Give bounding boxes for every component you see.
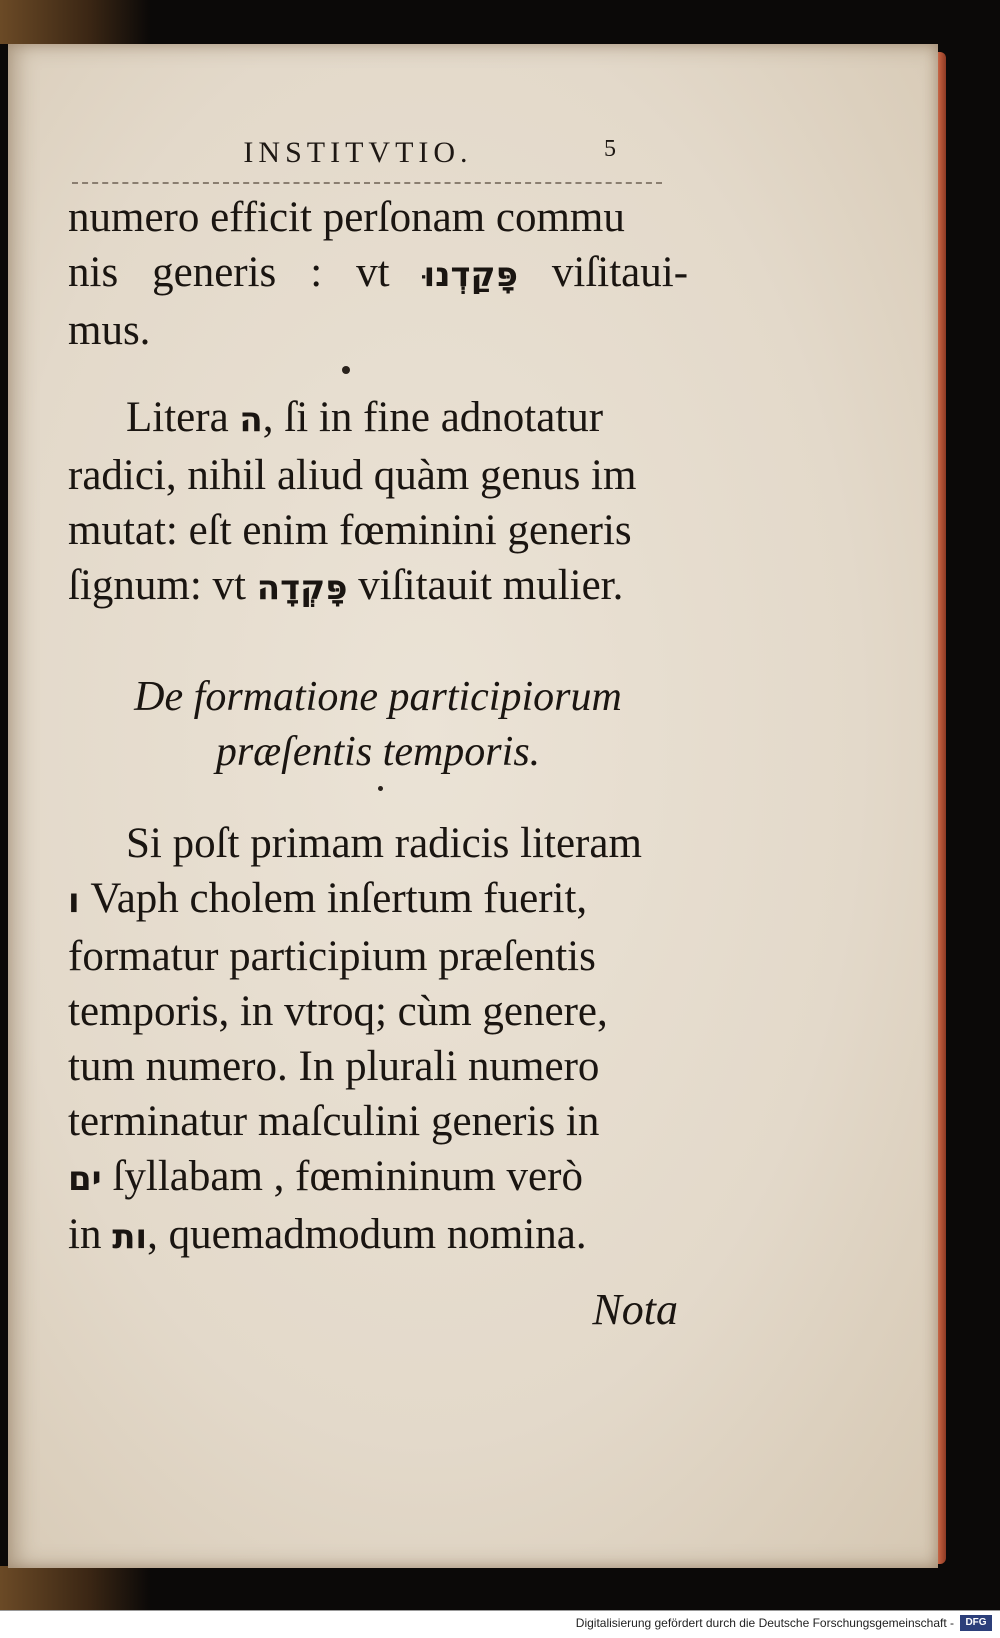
text-line: nis generis : vt פָּקַדְנוּ viſitaui- — [68, 249, 689, 296]
page-number: 5 — [604, 136, 616, 162]
header-rule — [72, 182, 662, 184]
text-line: ים ſyllabam , fœmininum verò — [68, 1153, 583, 1200]
ornament-dot — [342, 366, 350, 374]
text-line: radici, nihil aliud quàm genus im — [68, 452, 637, 499]
hebrew-letter: ו — [68, 881, 80, 921]
digitization-footer — [0, 1610, 1000, 1638]
text-line: Litera ה, ſi in fine adnotatur — [126, 394, 604, 441]
heading-line-1: De formatione participiorum — [134, 674, 622, 720]
running-head — [8, 136, 708, 170]
section-heading — [68, 670, 688, 780]
hebrew-letter: ה — [239, 400, 263, 440]
book-binding-bottom — [0, 1566, 150, 1610]
paragraph-2 — [68, 390, 688, 616]
text-line: mutat: eſt enim fœminini generis — [68, 507, 632, 554]
text-line: ו Vaph cholem inſertum fuerit, — [68, 875, 588, 922]
text-line: terminatur maſculini generis in — [68, 1098, 600, 1145]
book-page — [8, 44, 938, 1568]
text-line: ſignum: vt פָּקְדָה viſitauit mulier. — [68, 562, 624, 609]
book-binding-top — [0, 0, 150, 44]
text-line: formatur participium præſentis — [68, 933, 596, 980]
text-line: tum numero. In plurali numero — [68, 1043, 600, 1090]
ornament-dot — [378, 786, 383, 791]
text-line: temporis, in vtroq; cùm genere, — [68, 988, 608, 1035]
paragraph-1 — [68, 190, 688, 358]
text-line: mus. — [68, 307, 151, 354]
hebrew-syllable: ות — [112, 1217, 148, 1257]
heading-line-2: præſentis temporis. — [215, 729, 541, 775]
text-line: numero efficit perſonam commu — [68, 194, 625, 241]
catchword: Nota — [592, 1285, 678, 1334]
text-line: Si poſt primam radicis literam — [126, 820, 642, 867]
hebrew-syllable: ים — [68, 1159, 102, 1199]
paragraph-3 — [68, 816, 688, 1265]
text-line: in ות, quemadmodum nomina. — [68, 1211, 587, 1258]
hebrew-word: פָּקַדְנוּ — [423, 255, 518, 295]
running-head-title: INSTITVTIO. — [243, 136, 473, 169]
dfg-logo: DFG — [960, 1615, 992, 1631]
hebrew-word: פָּקְדָה — [256, 568, 348, 608]
funding-credit: Digitalisierung gefördert durch die Deutsche Forschungsgemeinschaft - — [575, 1616, 954, 1630]
